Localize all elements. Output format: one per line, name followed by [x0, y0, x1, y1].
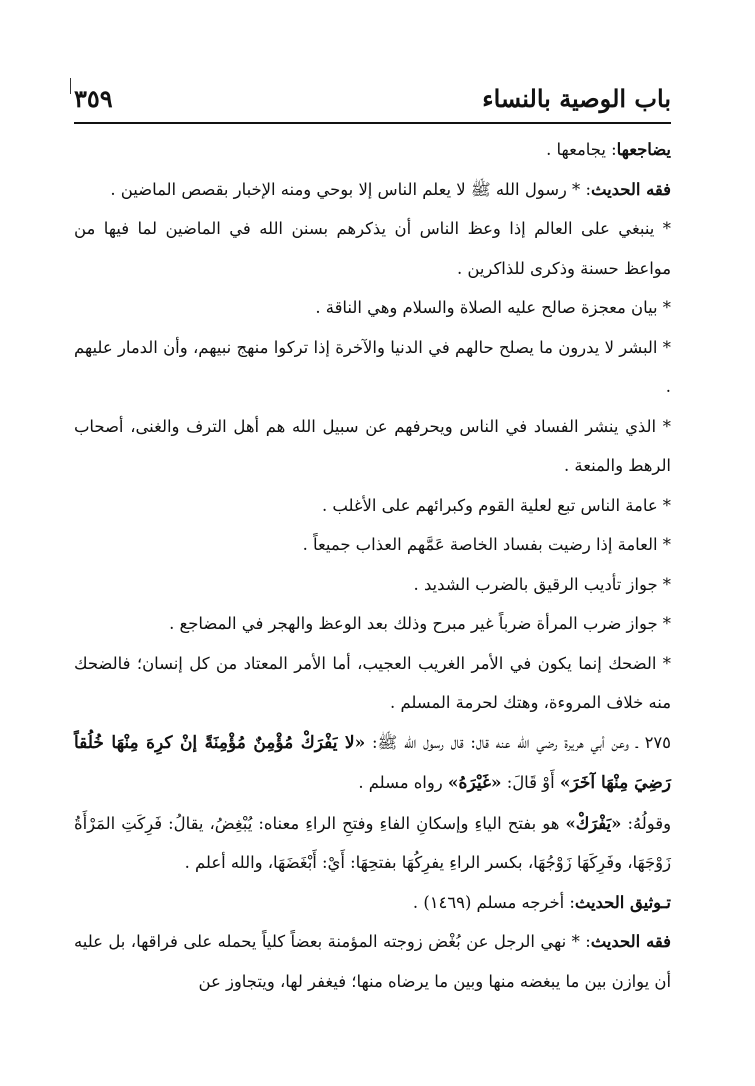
header-rule [74, 122, 671, 124]
explanation-intro: وقولُهُ: [627, 813, 671, 833]
paragraph-text: : * نهي الرجل عن بُغْض زوجته المؤمنة بعضاً كلياً يحمله على فراقها، بل عليه أن يوازن بين ما يبغضه منها وبين ما يرضاه منها؛ فيغفر لها، ويتجاوز عن [74, 932, 671, 991]
authentication-paragraph [74, 883, 671, 923]
paragraph-point: * جواز ضرب المرأة ضرباً غير مبرح وذلك بعد الوعظ والهجر في المضاجع . [169, 614, 671, 633]
paragraph-text: : يجامعها . [546, 140, 617, 159]
paragraph-text: : أخرجه مسلم (١٤٦٩) . [412, 892, 575, 912]
paragraph-point: * جواز تأديب الرقيق بالضرب الشديد . [413, 574, 671, 594]
paragraph-point: * ينبغي على العالم إذا وعظ الناس أن يذكرهم بسنن الله في الماضين لما فيها من مواعظ حسنة وذكرى للذاكرين . [74, 219, 671, 278]
page-header [74, 78, 671, 118]
paragraph-point: * بيان معجزة صالح عليه الصلاة والسلام وهي الناقة . [315, 298, 671, 317]
paragraph-point: * العامة إذا رضيت بفساد الخاصة عَمَّهم العذاب جميعاً . [302, 535, 671, 554]
section-heading: تـوثيق الحديث [574, 892, 671, 912]
paragraph-point: * عامة الناس تبع لعلية القوم وكبرائهم على الأغلب . [321, 495, 671, 515]
explained-word: «يَفْرَكْ» [565, 813, 622, 833]
hadith-variant: «غَيْرَهُ» [447, 773, 502, 793]
keyword: يضاجعها [616, 140, 671, 159]
hadith-variant-intro: أَوْ قَالَ: [506, 773, 555, 792]
paragraph-fiqh-1 [74, 170, 671, 210]
section-heading: فقه الحديث [590, 179, 671, 199]
hadith-paragraph [74, 723, 671, 804]
hadith-source: رواه مسلم . [358, 773, 443, 792]
margin-mark [70, 78, 71, 94]
paragraph-point: * الذي ينشر الفساد في الناس ويحرفهم عن سبيل الله هم أهل الترف والغنى، أصحاب الرهط والمنعة . [74, 416, 671, 475]
paragraph-text: : * رسول الله ﷺ لا يعلم الناس إلا بوحي ومنه الإخبار بقصص الماضين . [110, 179, 591, 199]
paragraph-point: * البشر لا يدرون ما يصلح حالهم في الدنيا والآخرة إذا تركوا منهج نبيهم، وأن الدمار عليهم . [74, 337, 671, 396]
hadith-intro: ٢٧٥ ـ وعن أبي هريرة رضي الله عنه قال: قال رسول الله ﷺ: [372, 732, 671, 752]
explanation-paragraph [74, 804, 671, 883]
page-body [74, 130, 671, 1070]
paragraph-definition [74, 130, 671, 170]
page-number: ٣٥٩ [74, 83, 113, 113]
hadith-text: «لا يَفْرَكْ مُؤْمِنٌ مُؤْمِنَةً إنْ كرِهَ مِنْهَا خُلُقاً رَضِيَ مِنْهَا آخَرَ» [74, 732, 671, 793]
paragraph-point: * الضحك إنما يكون في الأمر الغريب العجيب، أما الأمر المعتاد من كل إنسان؛ فالضحك منه خلاف المروءة، وهتك لحرمة المسلم . [74, 653, 671, 712]
paragraph-fiqh-2 [74, 922, 671, 1001]
section-heading: فقه الحديث [590, 932, 671, 951]
chapter-title: باب الوصية بالنساء [482, 83, 671, 113]
explanation-text: هو بفتح الياءِ وإسكانِ الفاءِ وفتحِ الراءِ معناه: يُبْغِضُ، يقالُ: فَرِكَتِ المَرْأَةُ زَوْجَهَا، وفَرِكَهَا زَوْجُهَا، بكسر الراءِ يفرِكُهَا بفتحِهَا: أَيْ: أَبْغَضَهَا، والله أعلم . [74, 813, 671, 872]
